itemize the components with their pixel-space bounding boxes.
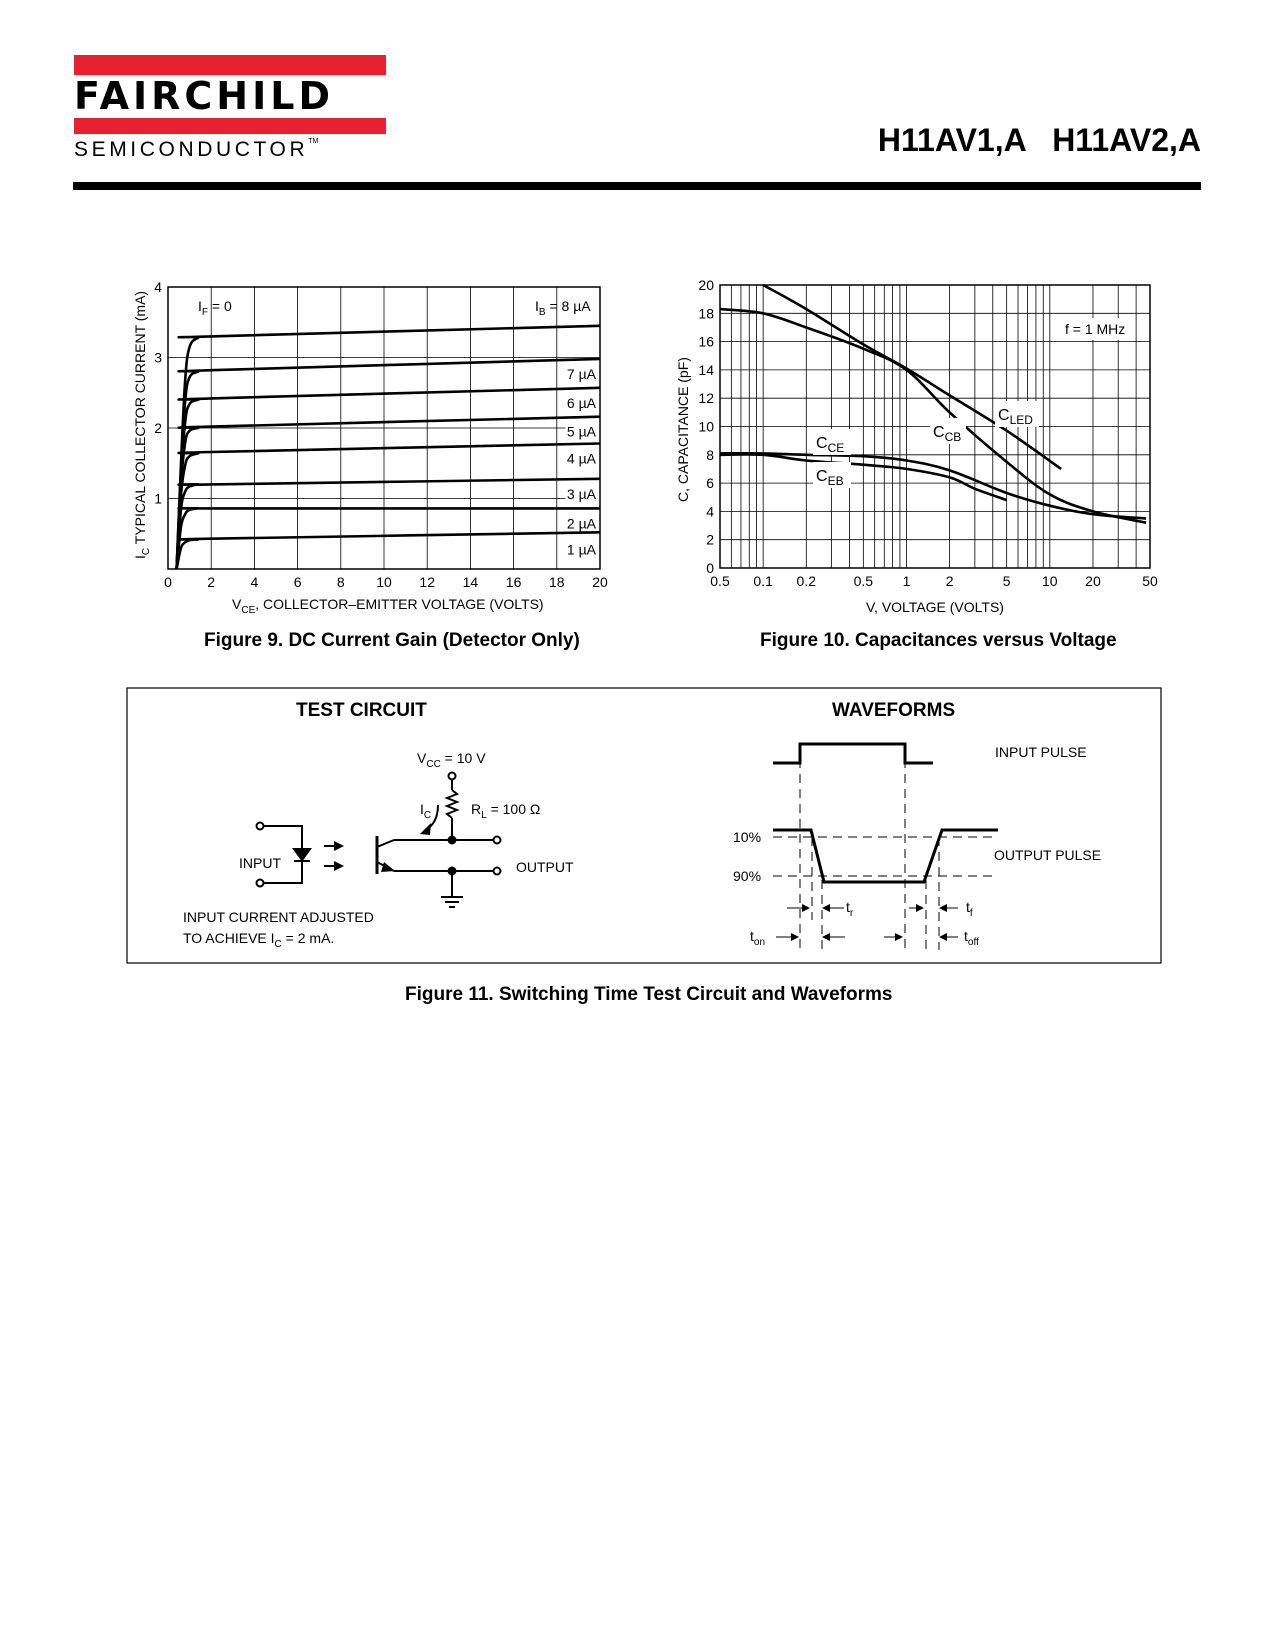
fig10-xlabel: V, VOLTAGE (VOLTS)	[866, 599, 1004, 615]
junction-dot-top	[449, 837, 456, 844]
fig9-series-label: 7 µA	[566, 365, 596, 382]
fig10-y-tick-label: 8	[706, 446, 714, 463]
fig9-x-tick-label: 14	[462, 574, 479, 590]
fig10-curve-ccb	[720, 309, 1146, 523]
circuit-note-line1: INPUT CURRENT ADJUSTED	[183, 909, 374, 925]
fig9-ylabel: $I_C$ TYPICAL COLLECTOR CURRENT (mA)	[132, 290, 152, 559]
input-label: INPUT	[239, 855, 281, 871]
fig9-x-tick-label: 18	[549, 574, 565, 590]
fig9-y-tick-label: 3	[154, 349, 162, 366]
circuit-note-line2: TO ACHIEVE $I_C = 2$ mA.	[183, 930, 335, 950]
fig10-x-tick-label: 2	[945, 573, 954, 589]
fig9-x-tick-label: 0	[164, 574, 172, 590]
fig9-if-label: $I_F = 0$	[198, 298, 232, 318]
fig10-x-tick-label: 1	[902, 573, 911, 589]
fig10-x-tick-label: 0.2	[796, 573, 817, 589]
vcc-terminal	[449, 773, 456, 780]
ic-label: $I_C$	[420, 801, 432, 821]
fig10-y-tick-label: 16	[698, 333, 714, 350]
fig9-ib-label: $I_B = 8$ µA	[535, 298, 591, 318]
fig9-y-tick-label: 1	[154, 490, 162, 507]
waveforms	[773, 744, 998, 950]
fig9-xlabel: $V_{CE}$, COLLECTOR–EMITTER VOLTAGE (VOLTS)	[232, 596, 544, 616]
fig9-y-tick-label: 2	[154, 420, 162, 436]
fig10-label-ceb: $C_{EB}$	[816, 468, 844, 488]
fig10-y-tick-label: 18	[698, 305, 714, 322]
input-pulse-label: INPUT PULSE	[995, 744, 1087, 760]
fig9-x-tick-label: 4	[250, 574, 259, 590]
fig10-y-tick-label: 0	[706, 560, 714, 576]
output-pulse-label: OUTPUT PULSE	[994, 847, 1102, 863]
fig9-series-label: 6 µA	[566, 394, 596, 411]
logo-brand-sub: SEMICONDUCTOR™	[74, 138, 319, 161]
led-diode-icon	[294, 849, 310, 860]
fig10-x-tick-label: 20	[1085, 573, 1101, 589]
toff-label: $t_{off}$	[964, 928, 979, 948]
test-circuit	[257, 773, 501, 908]
tf-label: $t_f$	[966, 899, 973, 919]
ton-label: $t_{on}$	[750, 928, 766, 948]
fig10-x-tick-label: 0.5	[710, 573, 730, 589]
fig10-x-tick-label: 50	[1142, 573, 1158, 589]
toff-arrowhead-1	[895, 933, 903, 941]
input-terminal-top	[257, 823, 264, 830]
waveform-arrowheads	[791, 904, 947, 941]
ten-percent-label: 10%	[733, 829, 762, 845]
rl-label: $R_L = 100$ Ω	[471, 801, 541, 821]
fig10-x-tick-label: 0.5	[853, 573, 874, 589]
test-circuit-title: TEST CIRCUIT	[296, 700, 427, 721]
fig9-series-label: 5 µA	[566, 423, 596, 440]
fig10-x-tick-label: 10	[1042, 573, 1058, 589]
fig10-x-tick-label: 5	[1002, 573, 1011, 589]
emitter-arrow-icon	[381, 862, 395, 872]
figure-11-caption: Figure 11. Switching Time Test Circuit and Waveforms	[405, 984, 893, 1005]
page-title: H11AV1,A H11AV2,A	[877, 122, 1201, 158]
vcc-label: $V_{CC} = 10$ V	[417, 750, 486, 770]
fig9-x-tick-label: 8	[336, 574, 345, 590]
fig9-x-tick-label: 6	[293, 574, 302, 590]
ninety-percent-label: 90%	[733, 868, 762, 884]
light-arrow-1-head	[334, 841, 344, 851]
fig10-freq-note: f = 1 MHz	[1065, 321, 1126, 337]
ic-arrow-head-icon	[420, 823, 431, 835]
tr-label: $t_r$	[846, 899, 854, 919]
figure-10-chart	[0, 0, 1275, 640]
figure-10-caption: Figure 10. Capacitances versus Voltage	[760, 630, 1117, 651]
fig9-series-label: 3 µA	[566, 485, 596, 502]
fig10-label-ccb: $C_{CB}$	[933, 424, 962, 444]
fig9-x-tick-label: 2	[207, 574, 216, 590]
fig9-series-label: 2 µA	[566, 515, 596, 532]
fig10-y-tick-label: 6	[706, 475, 714, 492]
toff-arrowhead-2	[939, 933, 947, 941]
fig9-x-tick-label: 12	[419, 574, 435, 590]
light-arrow-2-head	[334, 861, 344, 871]
fig10-y-tick-label: 4	[706, 503, 714, 520]
fig10-y-tick-label: 10	[698, 418, 714, 435]
transistor-collector	[377, 840, 394, 847]
input-terminal-bottom	[257, 880, 264, 887]
fig10-y-tick-label: 12	[698, 390, 714, 407]
fig9-series-label: 1 µA	[566, 541, 596, 558]
tf-arrowhead-1	[916, 904, 924, 912]
output-terminal-top	[494, 837, 501, 844]
output-terminal-bottom	[494, 868, 501, 875]
figure-11-diagram	[0, 680, 1275, 970]
fig9-y-tick-label: 4	[154, 279, 162, 295]
fig10-label-cce: $C_{CE}$	[816, 435, 845, 455]
tr-arrowhead-2	[822, 904, 830, 912]
output-pulse-waveform	[773, 830, 998, 882]
fig9-series-label: 4 µA	[566, 450, 596, 467]
fig10-y-tick-label: 2	[706, 531, 714, 548]
fig9-x-tick-label: 20	[592, 574, 608, 590]
fig10-curve-cled	[763, 285, 1061, 469]
resistor-rl-icon	[447, 790, 457, 818]
fig10-y-tick-label: 14	[698, 361, 714, 378]
tf-arrowhead-2	[939, 904, 947, 912]
fig9-x-tick-label: 16	[505, 574, 522, 590]
waveforms-title: WAVEFORMS	[832, 700, 956, 721]
fig10-ylabel: C, CAPACITANCE (pF)	[675, 357, 691, 502]
fig10-x-tick-label: 0.1	[753, 573, 773, 589]
figure-9-caption: Figure 9. DC Current Gain (Detector Only)	[204, 630, 580, 651]
ton-arrowhead-2	[822, 933, 830, 941]
fig10-y-tick-label: 20	[698, 277, 714, 293]
fig10-label-cled: $C_{LED}$	[998, 407, 1033, 427]
output-label: OUTPUT	[516, 859, 574, 875]
logo-brand-name: FAIRCHILD	[74, 74, 334, 118]
ton-arrowhead-1	[791, 933, 799, 941]
fig9-x-tick-label: 10	[376, 574, 392, 590]
input-pulse-waveform	[773, 744, 933, 763]
tr-arrowhead-1	[802, 904, 810, 912]
